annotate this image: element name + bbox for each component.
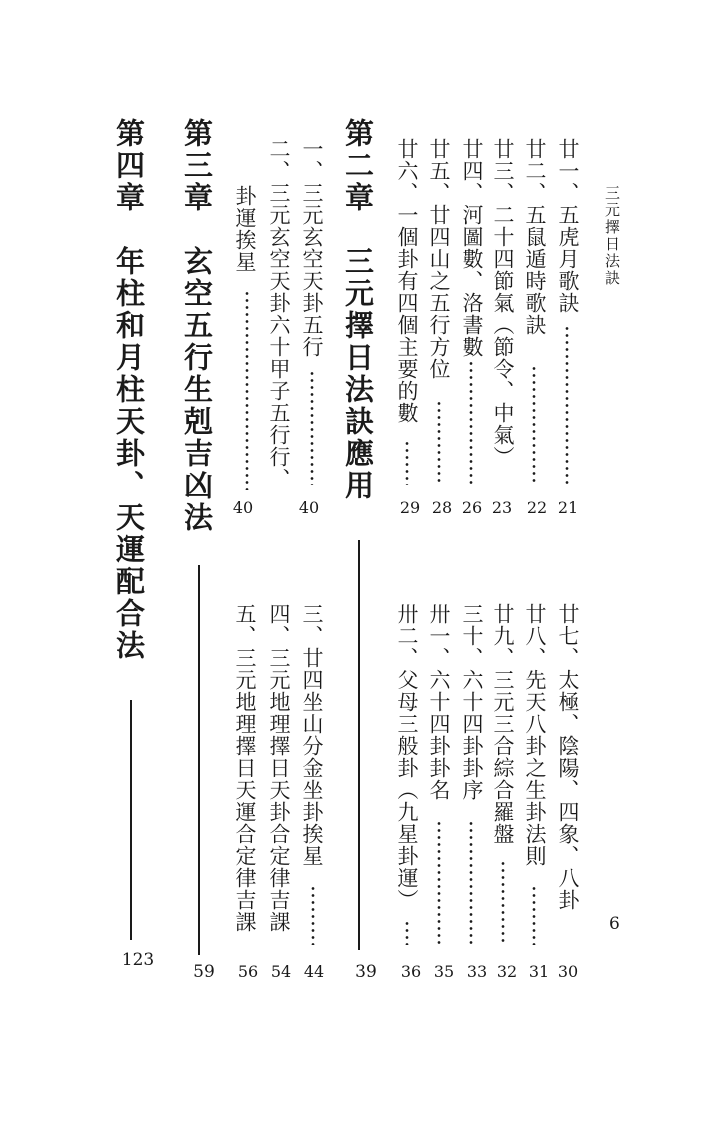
toc-entry-21: 廿一、五虎月歌訣: [556, 138, 580, 314]
leader-dots: [500, 860, 506, 945]
toc-entry-32: 卅二、父母三般卦（九星卦運）: [395, 603, 419, 911]
toc-page-ch3-3: 44: [303, 962, 325, 981]
toc-page-30: 33: [466, 962, 488, 981]
running-title: 三元擇日法訣: [603, 185, 621, 287]
page-number: 6: [609, 914, 620, 934]
toc-entry-31: 卅一、六十四卦卦名: [427, 603, 451, 801]
leader-dots: [436, 400, 442, 485]
leader-dots: [310, 885, 316, 945]
toc-entry-27: 廿七、太極、陰陽、四象、八卦: [556, 603, 580, 911]
leader-dots: [468, 360, 474, 485]
leader-dots: [244, 290, 250, 490]
leader-dots: [404, 440, 410, 485]
toc-page-32: 36: [400, 962, 422, 981]
chapter-leader-rule: [358, 540, 360, 950]
leader-dots: [468, 820, 474, 945]
chapter-leader-rule: [130, 700, 132, 940]
toc-page-ch3-4: 54: [270, 962, 292, 981]
toc-page-24: 26: [461, 498, 483, 517]
leader-dots: [531, 365, 537, 485]
toc-entry-25: 廿五、廿四山之五行方位: [427, 138, 451, 380]
toc-entry-ch3-2: 二、三元玄空天卦六十甲子五行行、: [267, 138, 291, 490]
toc-page-ch3-1: 40: [298, 498, 320, 517]
toc-entry-30: 三十、六十四卦卦序: [460, 603, 484, 801]
chapter-2-title: 第二章 三元擇日法訣應用: [341, 118, 375, 502]
chapter-2-page: 39: [355, 962, 377, 982]
leader-dots: [531, 885, 537, 945]
toc-entry-26: 廿六、一個卦有四個主要的數: [395, 138, 419, 424]
toc-entry-ch3-3: 三、廿四坐山分金坐卦挨星: [300, 603, 324, 867]
toc-page-ch3-5: 56: [237, 962, 259, 981]
leader-dots: [404, 920, 410, 945]
toc-entry-28: 廿八、先天八卦之生卦法則: [523, 603, 547, 867]
toc-entry-29: 廿九、三元三合綜合羅盤: [491, 603, 515, 845]
leader-dots: [436, 820, 442, 945]
chapter-3-title: 第三章 玄空五行生剋吉凶法: [180, 118, 214, 534]
chapter-4-page: 123: [121, 950, 155, 970]
toc-entry-22: 廿二、五鼠遁時歌訣: [523, 138, 547, 336]
toc-page-26: 29: [399, 498, 421, 517]
leader-dots: [564, 325, 570, 485]
toc-entry-ch3-4: 四、三元地理擇日天卦合定律吉課: [267, 603, 291, 933]
toc-page-29: 32: [496, 962, 518, 981]
toc-page-23: 23: [491, 498, 513, 517]
toc-entry-23: 廿三、二十四節氣（節令、中氣）: [491, 138, 515, 468]
toc-entry-ch3-5: 五、三元地理擇日天運合定律吉課: [233, 603, 257, 933]
toc-page-31: 35: [433, 962, 455, 981]
toc-page-21: 21: [557, 498, 579, 517]
toc-page-27: 30: [557, 962, 579, 981]
chapter-leader-rule: [198, 565, 200, 955]
chapter-3-page: 59: [193, 962, 215, 982]
toc-page-ch3-2: 40: [232, 498, 254, 517]
chapter-4-title: 第四章 年柱和月柱天卦、天運配合法: [112, 118, 146, 662]
leader-dots: [309, 370, 315, 485]
toc-page-28: 31: [528, 962, 550, 981]
toc-entry-24: 廿四、河圖數、洛書數: [460, 138, 484, 358]
toc-entry-ch3-2-continuation: 卦運挨星: [233, 185, 257, 273]
toc-entry-ch3-1: 一、三元玄空天卦五行: [300, 138, 324, 358]
toc-page-22: 22: [526, 498, 548, 517]
toc-page-25: 28: [431, 498, 453, 517]
